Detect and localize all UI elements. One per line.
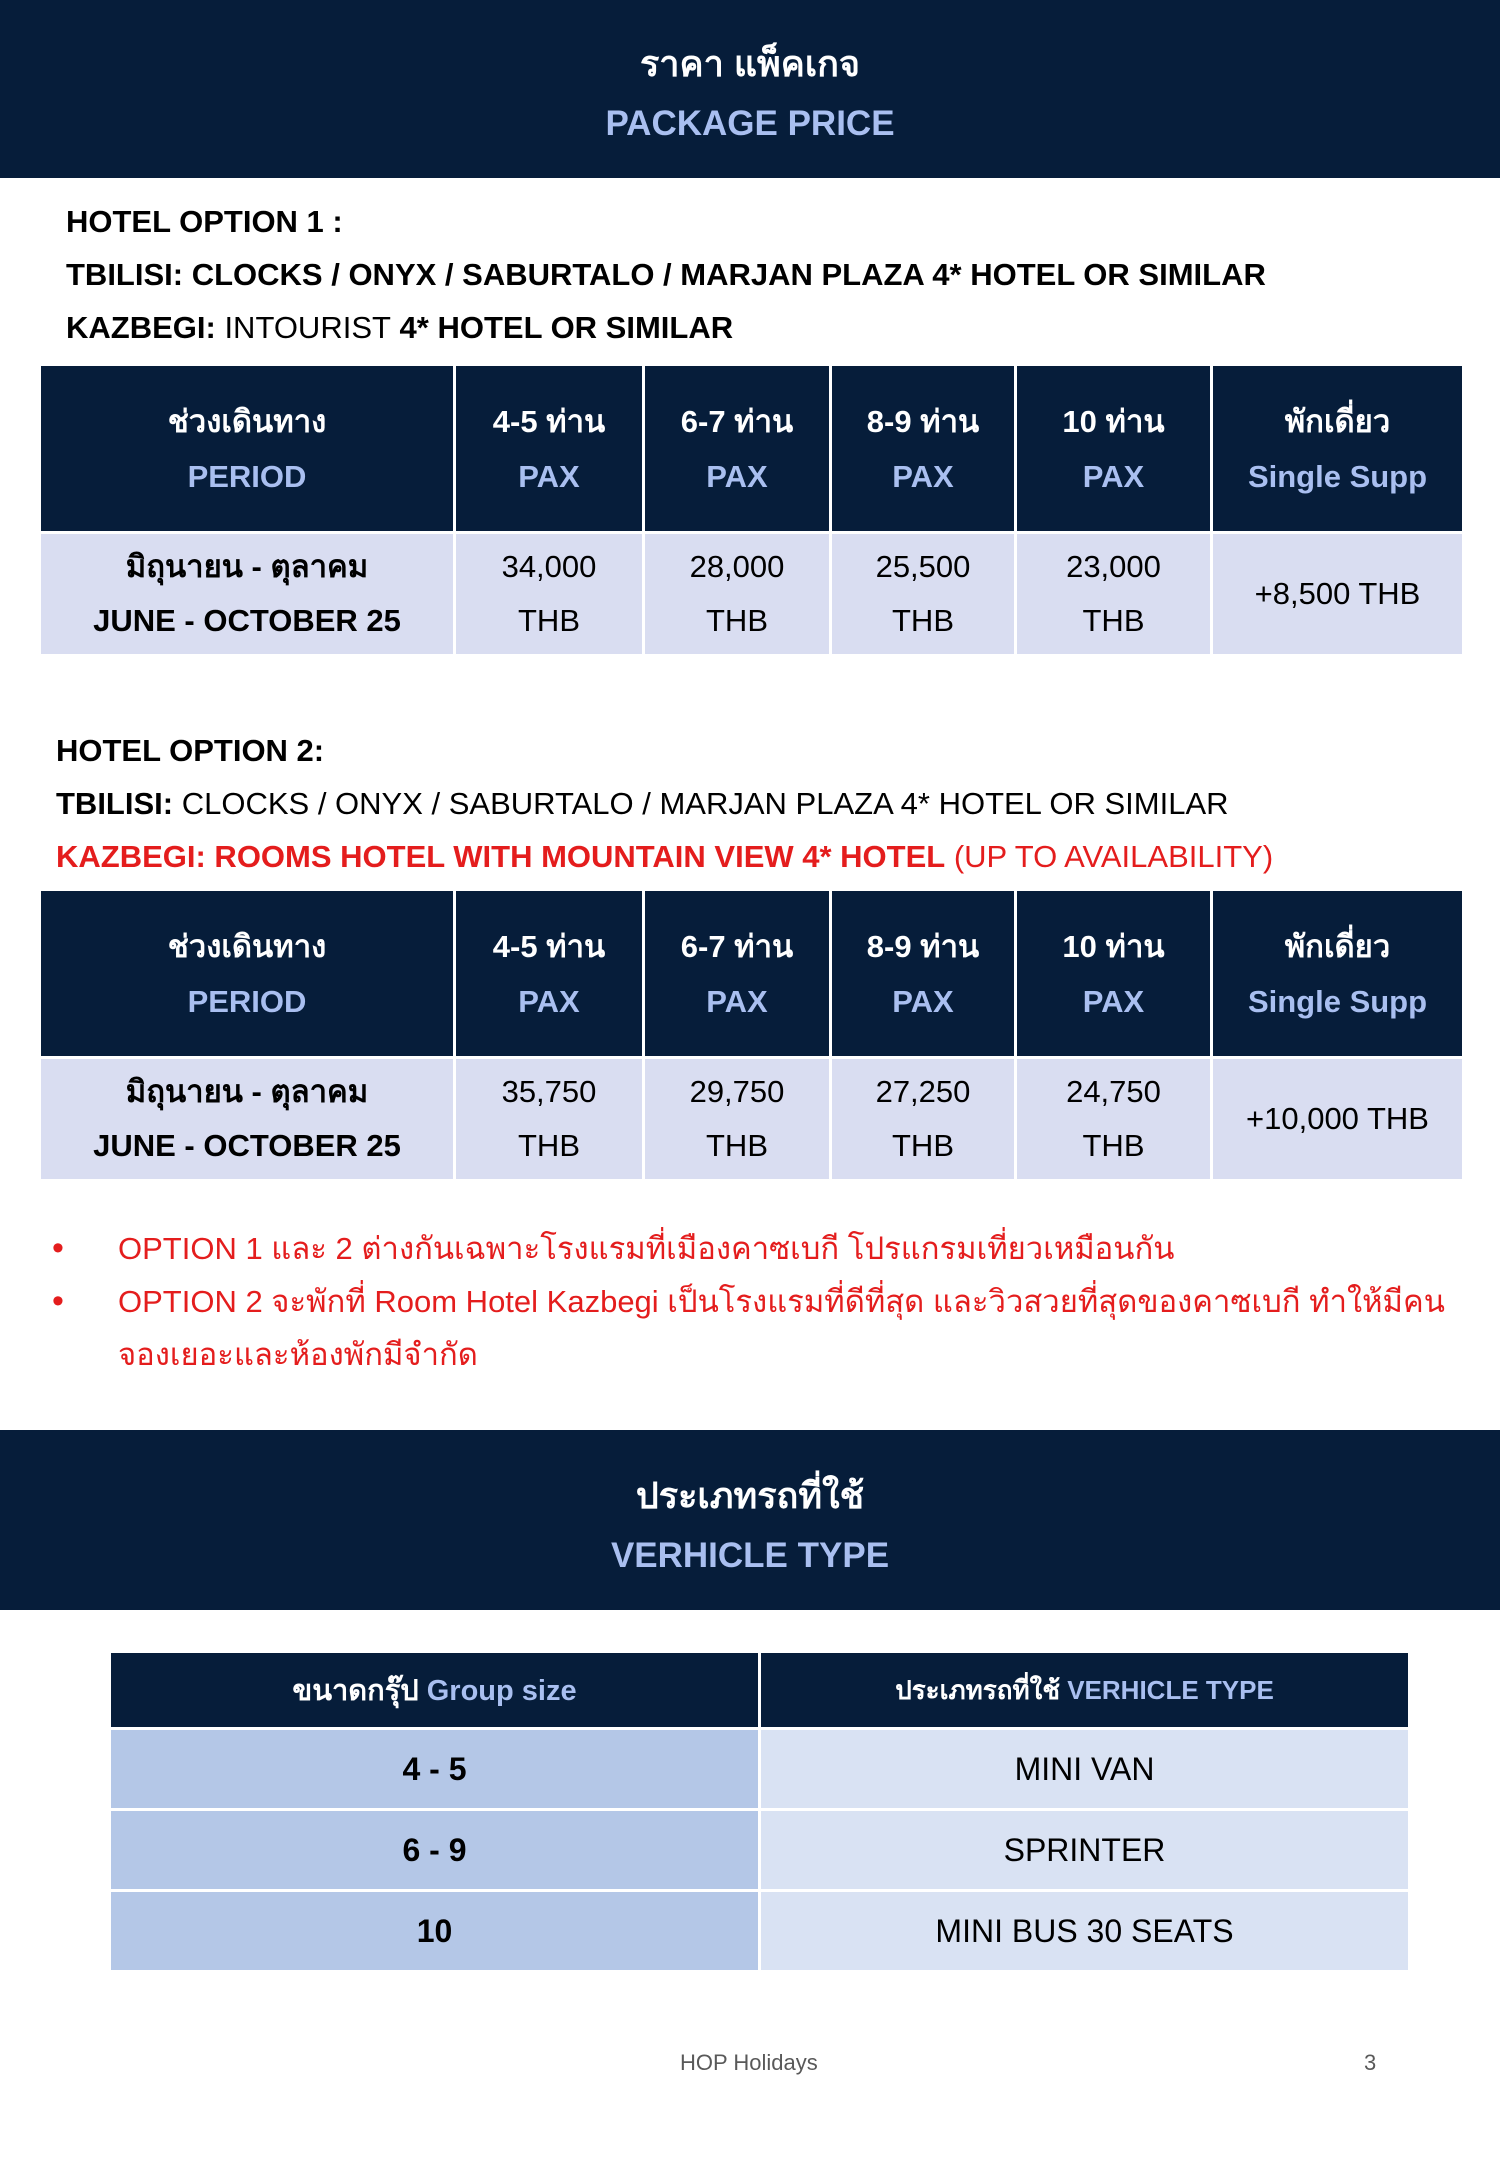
price-cell (456, 1059, 642, 1179)
pax-8-9-header-th: 8-9 ท่าน (866, 928, 980, 964)
price-value: 23,000 (1066, 549, 1161, 584)
group-size-cell: 6 - 9 (111, 1811, 758, 1889)
currency: THB (706, 603, 768, 638)
price-cell (456, 534, 642, 654)
currency: THB (518, 603, 580, 638)
price-cell (645, 534, 829, 654)
header-title-en: PACKAGE PRICE (605, 104, 895, 143)
option2-heading: HOTEL OPTION 2: (56, 733, 325, 768)
pax-4-5-header-th: 4-5 ท่าน (492, 403, 606, 439)
group-size-header-th: ขนาดกรุ๊ป (292, 1675, 419, 1707)
period-header (41, 366, 453, 531)
table-row (111, 1892, 1408, 1970)
option1-heading: HOTEL OPTION 1 : (66, 204, 343, 239)
header-title-th: ราคา แพ็คเกจ (639, 43, 861, 84)
price-value: 34,000 (501, 549, 597, 584)
vehicle-type-header-en: VERHICLE TYPE (1059, 1674, 1274, 1705)
note-text: OPTION 1 และ 2 ต่างกันเฉพาะโรงแรมที่เมืองคาซเบกี โปรแกรมเที่ยวเหมือนกัน (118, 1231, 1175, 1266)
price-value: 28,000 (689, 549, 785, 584)
pax-6-7-header (645, 891, 829, 1056)
single-supp-cell: +10,000 THB (1213, 1059, 1462, 1179)
period-header-th: ช่วงเดินทาง (167, 403, 327, 439)
table-row (111, 1811, 1408, 1889)
option1-tbilisi (66, 248, 1266, 301)
pax-8-9-header-th: 8-9 ท่าน (866, 403, 980, 439)
price-value: 25,500 (875, 549, 971, 584)
pax-4-5-header-en: PAX (518, 458, 580, 494)
list-item (52, 1275, 1452, 1381)
period-th: มิถุนายน - ตุลาคม (125, 1074, 369, 1109)
hotel-option-1-info (66, 195, 1266, 354)
table-header-row (41, 891, 1462, 1056)
option1-kazbegi (66, 301, 1266, 354)
pax-10-header-en: PAX (1082, 458, 1145, 494)
price-cell (832, 534, 1014, 654)
currency: THB (1082, 1128, 1145, 1163)
period-en: JUNE - OCTOBER 25 (93, 1128, 401, 1163)
vehicle-table (108, 1650, 1411, 1973)
vehicle-title-th: ประเภทรถที่ใช้ (635, 1475, 865, 1516)
price-value: 27,250 (875, 1074, 971, 1109)
single-supp-header-th: พักเดี่ยว (1284, 928, 1391, 964)
pax-8-9-header (832, 891, 1014, 1056)
page-number: 3 (1364, 2050, 1377, 2075)
currency: THB (892, 603, 954, 638)
pax-10-header (1017, 891, 1210, 1056)
pax-6-7-header-th: 6-7 ท่าน (680, 403, 794, 439)
option2-kazbegi (56, 830, 1273, 883)
price-cell (832, 1059, 1014, 1179)
option2-tbilisi-label: TBILISI: (56, 786, 174, 821)
period-header-th: ช่วงเดินทาง (167, 928, 327, 964)
pax-10-header-th: 10 ท่าน (1062, 928, 1165, 964)
price-table-option-1 (38, 363, 1465, 657)
notes-list (52, 1222, 1452, 1381)
currency: THB (518, 1128, 580, 1163)
period-header-en: PERIOD (187, 983, 307, 1019)
pax-6-7-header (645, 366, 829, 531)
currency: THB (1082, 603, 1145, 638)
currency: THB (892, 1128, 954, 1163)
option2-tbilisi-value: CLOCKS / ONYX / SABURTALO / MARJAN PLAZA 4* HOTEL OR SIMILAR (173, 786, 1229, 821)
pax-8-9-header-en: PAX (892, 983, 954, 1019)
price-cell (645, 1059, 829, 1179)
price-cell (1017, 1059, 1210, 1179)
group-size-header (111, 1653, 758, 1727)
vehicle-type-cell: MINI BUS 30 SEATS (761, 1892, 1408, 1970)
vehicle-title-en: VERHICLE TYPE (610, 1536, 890, 1575)
period-cell (41, 1059, 453, 1179)
group-size-cell: 4 - 5 (111, 1730, 758, 1808)
package-price-header (0, 0, 1500, 178)
period-header (41, 891, 453, 1056)
option2-tbilisi (56, 777, 1273, 830)
pax-4-5-header (456, 366, 642, 531)
option1-kazbegi-rest: 4* HOTEL OR SIMILAR (390, 310, 734, 345)
pax-10-header (1017, 366, 1210, 531)
pax-8-9-header-en: PAX (892, 458, 954, 494)
pax-6-7-header-en: PAX (706, 983, 768, 1019)
group-size-header-en: Group size (418, 1675, 577, 1707)
footer-company: HOP Holidays (680, 2050, 818, 2075)
table-row (41, 534, 1462, 654)
pax-6-7-header-th: 6-7 ท่าน (680, 928, 794, 964)
single-supp-header-th: พักเดี่ยว (1284, 403, 1391, 439)
option1-tbilisi-value: CLOCKS / ONYX / SABURTALO / MARJAN PLAZA 4* HOTEL OR SIMILAR (183, 257, 1266, 292)
group-size-cell: 10 (111, 1892, 758, 1970)
price-value: 24,750 (1066, 1074, 1161, 1109)
note-text: OPTION 2 จะพักที่ Room Hotel Kazbegi เป็นโรงแรมที่ดีที่สุด และวิวสวยที่สุดของคาซเบกี ทำให้มีคนจองเยอะและห้องพักมีจำกัด (118, 1284, 1445, 1372)
vehicle-type-column-header (761, 1653, 1408, 1727)
single-supp-header-en: Single Supp (1247, 458, 1428, 494)
currency: THB (706, 1128, 768, 1163)
vehicle-type-cell: SPRINTER (761, 1811, 1408, 1889)
table-row (111, 1730, 1408, 1808)
pax-4-5-header-en: PAX (518, 983, 580, 1019)
price-value: 29,750 (689, 1074, 785, 1109)
bullet-icon: • (52, 1229, 64, 1267)
pax-4-5-header (456, 891, 642, 1056)
bullet-icon: • (52, 1282, 64, 1320)
pax-4-5-header-th: 4-5 ท่าน (492, 928, 606, 964)
single-supp-cell: +8,500 THB (1213, 534, 1462, 654)
period-cell (41, 534, 453, 654)
option2-kazbegi-label: KAZBEGI: ROOMS HOTEL WITH MOUNTAIN VIEW 4* HOTEL (56, 839, 946, 874)
price-cell (1017, 534, 1210, 654)
pax-10-header-en: PAX (1082, 983, 1145, 1019)
option1-kazbegi-label: KAZBEGI: (66, 310, 216, 345)
option2-kazbegi-note: (UP TO AVAILABILITY) (945, 839, 1274, 874)
period-header-en: PERIOD (187, 458, 307, 494)
hotel-option-2-info (56, 724, 1273, 883)
table-header-row (111, 1653, 1408, 1727)
pax-6-7-header-en: PAX (706, 458, 768, 494)
single-supp-header (1213, 366, 1462, 531)
list-item (52, 1222, 1452, 1275)
pax-8-9-header (832, 366, 1014, 531)
vehicle-type-header (0, 1430, 1500, 1610)
option1-tbilisi-label: TBILISI: (66, 257, 184, 292)
table-header-row (41, 366, 1462, 531)
vehicle-type-header-th: ประเภทรถที่ใช้ (895, 1674, 1060, 1705)
price-table-option-2 (38, 888, 1465, 1182)
table-row (41, 1059, 1462, 1179)
single-supp-header (1213, 891, 1462, 1056)
single-supp-header-en: Single Supp (1247, 983, 1428, 1019)
pax-10-header-th: 10 ท่าน (1062, 403, 1165, 439)
period-en: JUNE - OCTOBER 25 (93, 603, 401, 638)
price-value: 35,750 (501, 1074, 597, 1109)
option1-kazbegi-hotel: INTOURIST (215, 310, 391, 345)
vehicle-type-cell: MINI VAN (761, 1730, 1408, 1808)
period-th: มิถุนายน - ตุลาคม (125, 549, 369, 584)
